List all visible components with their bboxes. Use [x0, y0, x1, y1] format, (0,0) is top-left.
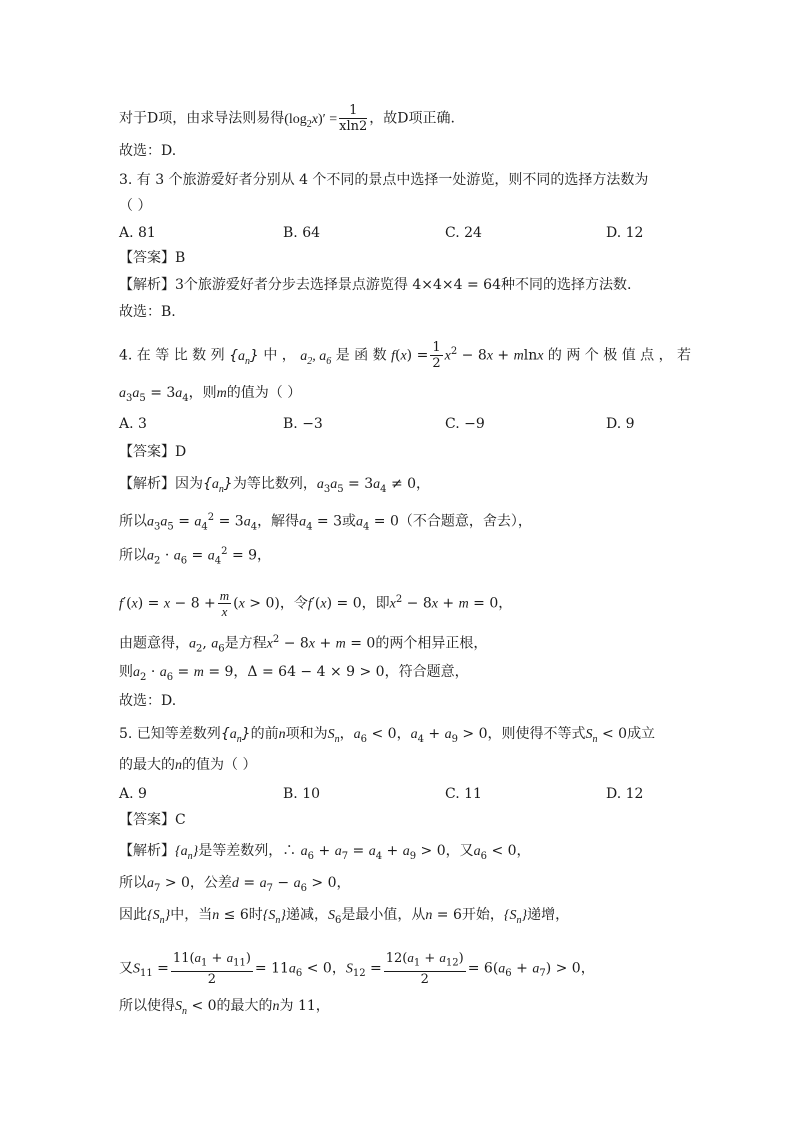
q5-stem-line1: 5. 已知等差数列$\{a_n\}$的前n项和为$S_n$，$a_6 < 0$，$a_4 + a_9 > 0$，则使得不等式$S_n < 0$成立 [119, 726, 656, 745]
q3-option-b: B. 64 [283, 225, 321, 241]
q5-option-a: A. 9 [119, 786, 147, 802]
q4-option-a: A. 3 [119, 416, 147, 432]
q3-option-a: A. 81 [119, 225, 156, 241]
q3-option-c: C. 24 [445, 225, 482, 241]
select-d-1: 故选：D. [119, 143, 177, 159]
q5-stem-line2: 的最大的n的值为（ ） [119, 757, 257, 773]
q4-select: 故选：D. [119, 693, 177, 709]
q4-analysis-3: 所以$a_2 \cdot a_6 = a_4^2 = 9$， [119, 546, 272, 567]
q5-option-d: D. 12 [606, 786, 644, 802]
q4-analysis-1: 【解析】因为$\{a_n\}$为等比数列，$a_3a_5 = 3a_4 \ne 0$， [119, 476, 431, 495]
q4-analysis-4: f′(x) = x − 8 + $\frac{m}{x}$ (x > 0)，令f′(x) = 0，即$x^2 - 8x + m = 0$， [119, 588, 513, 619]
q5-analysis-4: 又$S_{11}$ = $\frac{11(a_1 + a_{11})}{2}$ = $11a_6 < 0$，$S_{12}$ = $\frac{12(a_1 + a_{12})}{2}$ = $6(a_6 + a_7) > 0$， [119, 950, 595, 987]
q4-analysis-5: 由题意得，$a_2$, $a_6$是方程$x^2 - 8x + m = 0$的两个相异正根， [119, 634, 488, 655]
q3-stem: 3. 有 3 个旅游爱好者分别从 4 个不同的景点中选择一处游览，则不同的选择方法数为 [119, 172, 649, 188]
q5-option-c: C. 11 [445, 786, 482, 802]
q4-analysis-2: 所以$a_3a_5 = a_4^2 = 3a_4$，解得$a_4 = 3$或$a_4 = 0$（不合题意，舍去）， [119, 512, 532, 533]
q4-option-d: D. 9 [606, 416, 635, 432]
q4-stem-line1: 4. 在 等 比 数 列 $\{a_n\}$ 中 ， $a_2$, $a_6$ 是 函 数 f(x) = $\frac{1}{2}$ $x^2 - 8x + mlnx$ 的 两 个 极 值 点 ， 若 [119, 340, 692, 371]
fraction-1-over-xln2: $\frac{1}{xln2}$ [339, 103, 368, 134]
q5-option-b: B. 10 [283, 786, 321, 802]
line-d-derivative: 对于D项，由求导法则易得$(\log_2x)'$ = $\frac{1}{xln2}$ ，故D项正确. [119, 103, 455, 134]
q5-analysis-5: 所以使得$S_n < 0$的最大的n为 11， [119, 998, 330, 1017]
q3-answer: 【答案】B [119, 250, 186, 266]
q5-analysis-1: 【解析】$\{a_n\}$是等差数列，∴ $a_6 + a_7 = a_4 + a_9 > 0$，又$a_6 < 0$， [119, 843, 531, 862]
q4-option-b: B. −3 [283, 416, 323, 432]
log-expr: $(\log_2x)'$ = [284, 111, 338, 130]
q5-analysis-2: 所以$a_7 > 0$，公差$d = a_7 - a_6 > 0$， [119, 875, 351, 894]
q4-analysis-6: 则$a_2 \cdot a_6 = m = 9$，Δ = 64 − 4 × 9 > 0，符合题意， [119, 664, 469, 683]
q4-option-c: C. −9 [445, 416, 485, 432]
q3-analysis: 【解析】3个旅游爱好者分步去选择景点游览得 4×4×4 = 64种不同的选择方法数. [119, 277, 632, 293]
q5-answer: 【答案】C [119, 812, 186, 828]
q4-stem-line2: $a_3a_5 = 3a_4$，则m的值为（ ） [119, 385, 302, 404]
q3-select: 故选：B. [119, 304, 176, 320]
q4-answer: 【答案】D [119, 444, 187, 460]
q3-paren: （ ） [119, 198, 152, 214]
q3-option-d: D. 12 [606, 225, 644, 241]
q5-analysis-3: 因此$\{S_n\}$中，当n ≤ 6时$\{S_n\}$递减，$S_6$是最小值，从n = 6开始，$\{S_n\}$递增， [119, 907, 570, 926]
